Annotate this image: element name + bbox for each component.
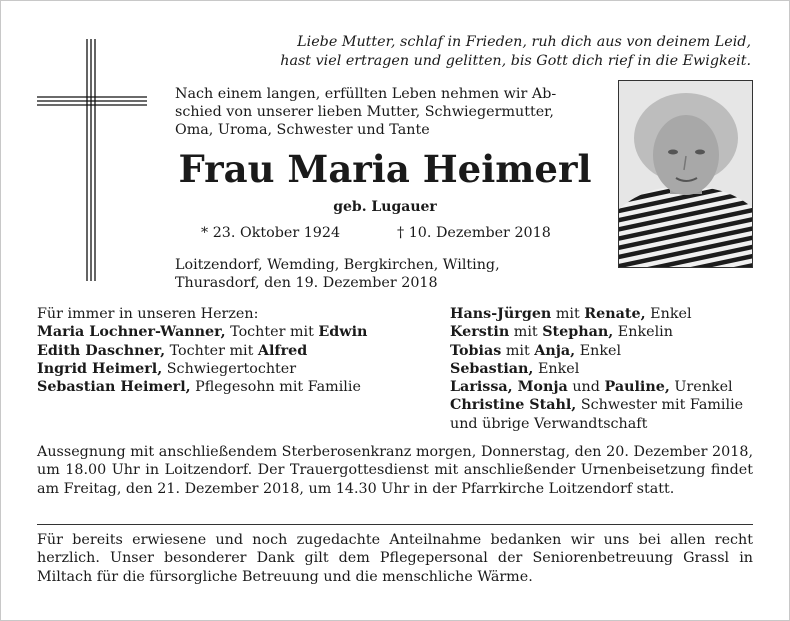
motto-line: Liebe Mutter, schlaf in Frieden, ruh dich aus von deinem Leid, [297,34,751,50]
intro-text [175,85,595,139]
cross-icon [37,39,147,281]
mourner-line: Tobias mit Anja, Enkel [450,342,622,359]
mourners-right [450,305,770,433]
portrait-photo [618,80,753,268]
life-dates [201,224,551,242]
birth-name: geb. Lugauer [333,199,437,215]
place-and-date [175,256,595,292]
death-date: † 10. Dezember 2018 [397,225,551,241]
mourner-line: Sebastian, Enkel [450,360,580,377]
motto-line: hast viel ertragen und gelitten, bis Gott dich rief in die Ewigkeit. [280,53,751,69]
place-line: Thurasdorf, den 19. Dezember 2018 [175,275,438,291]
mourner-line: Ingrid Heimerl, Schwiegertochter [37,360,297,377]
mourner-line: Larissa, Monja und Pauline, Urenkel [450,379,733,396]
divider [37,524,753,525]
deceased-name: Frau Maria Heimerl [178,147,592,191]
birth-date: * 23. Oktober 1924 [201,225,341,241]
mourner-line: und übrige Verwandtschaft [450,415,648,432]
place-line: Loitzendorf, Wemding, Bergkirchen, Wilting, [175,257,500,273]
mourner-line: Sebastian Heimerl, Pflegesohn mit Familie [37,379,361,396]
mourner-line: Für immer in unseren Herzen: [37,306,259,322]
ceremony-details: Aussegnung mit anschließendem Sterberosenkranz morgen, Donnerstag, den 20. Dezember 2018, um 18.00 Uhr in Loitzendorf. Der Trauergottesdienst mit anschließender Urnenbeisetzung findet am Freitag, den 21. Dezember 2018, um 14.30 Uhr in der Pfarrkirche Loitzendorf statt. [37,444,753,497]
motto-verse [201,33,751,71]
mourner-line: Kerstin mit Stephan, Enkelin [450,324,673,341]
mourner-line: Edith Daschner, Tochter mit Alfred [37,342,308,359]
mourner-line: Maria Lochner-Wanner, Tochter mit Edwin [37,324,368,341]
mourners-left [37,305,437,396]
mourner-line: Christine Stahl, Schwester mit Familie [450,397,744,414]
intro-line: Oma, Uroma, Schwester und Tante [175,122,430,138]
intro-line: Nach einem langen, erfüllten Leben nehmen wir Ab- [175,86,557,102]
mourner-line: Hans-Jürgen mit Renate, Enkel [450,306,692,322]
intro-line: schied von unserer lieben Mutter, Schwiegermutter, [175,104,554,120]
thanks-text: Für bereits erwiesene und noch zugedachte Anteilnahme bedanken wir uns bei allen recht herzlich. Unser besonderer Dank gilt dem Pflegepersonal der Seniorenbetreuung Grassl in Miltach für die fürsorgliche Betreuung und die menschliche Wärme. [37,532,753,585]
